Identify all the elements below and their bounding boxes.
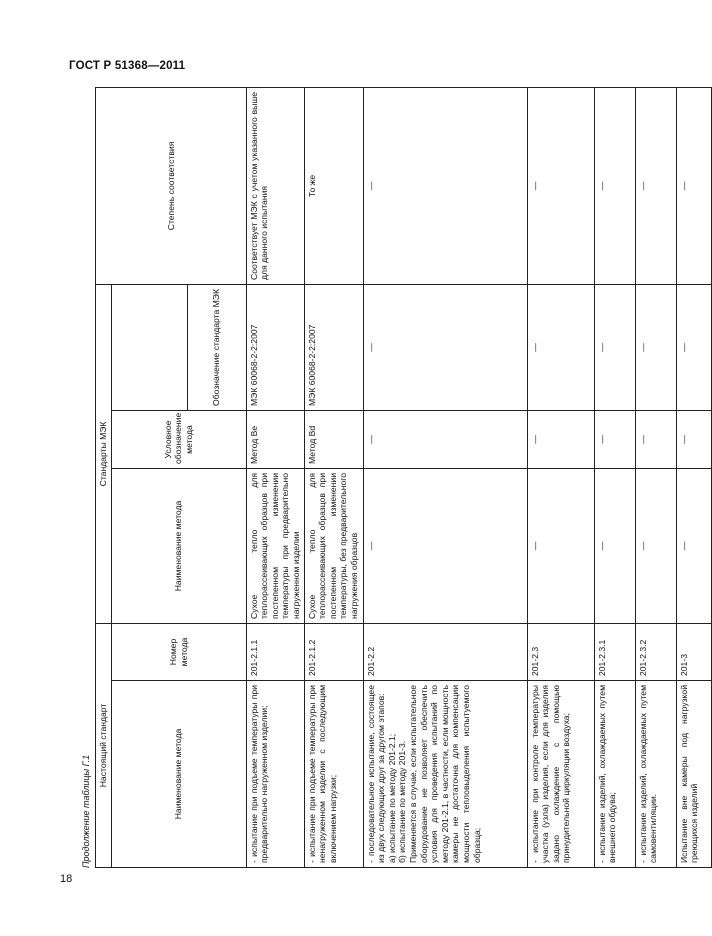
designation-cell: — <box>527 410 594 468</box>
table-row <box>527 87 594 867</box>
conformity-cell: — <box>635 87 676 284</box>
method-number-cell: 201-2.3.1 <box>594 623 635 680</box>
table-row <box>304 87 363 867</box>
iec-standard-cell: — <box>527 284 594 410</box>
method-number-cell: 201-2.3 <box>527 623 594 680</box>
document-header: ГОСТ Р 51368—2011 <box>69 60 186 72</box>
iec-standard-cell: — <box>676 284 711 410</box>
comparison-table <box>95 87 712 868</box>
designation-cell: — <box>363 410 527 468</box>
method-name-cell: - испытание изделий, охлаждаемых путем внешнего обдува; <box>594 681 635 868</box>
rotated-table-area <box>81 88 700 868</box>
conformity-cell: Соответствует МЭК с учетом указанного выше для данного испытания <box>246 87 304 284</box>
method-number-cell: 201-2.1.2 <box>304 623 363 680</box>
iec-standard-cell: МЭК 60068-2-2:2007 <box>304 284 363 410</box>
header-method-number: Номер метода <box>111 623 246 680</box>
iec-method-name-cell: Сухое тепло для теплорассеивающих образцов при постепенном изменении температуры при предварительно нагруженном изделии <box>246 468 304 623</box>
designation-cell: — <box>594 410 635 468</box>
table-row <box>594 87 635 867</box>
conformity-cell: — <box>363 87 527 284</box>
designation-cell: — <box>676 410 711 468</box>
designation-cell: Метод Bd <box>304 410 363 468</box>
method-name-cell: - последовательное испытание, состоящее из двух следующих друг за другом этапов: а) испытание по методу 201-2.1; б) испытание по методу 201-3. Применяется в случае, если испытательное оборудование не позволяет обеспечить условия для проведения испытаний по методу 201-2.1, в частности, если мощность камеры не достаточна для компенсации мощности тепловыделения испытуемого образца; <box>363 681 527 868</box>
header-national-standard: Настоящий стандарт <box>96 623 112 867</box>
iec-method-name-cell: — <box>363 468 527 623</box>
method-number-cell: 201-3 <box>676 623 711 680</box>
iec-standard-cell: — <box>363 284 527 410</box>
conformity-cell: — <box>676 87 711 284</box>
table-continuation-label: Продолжение таблицы Г.1 <box>81 754 91 868</box>
iec-standard-cell: МЭК 60068-2-2:2007 <box>246 284 304 410</box>
method-name-cell: - испытание изделий, охлаждаемых путем самовентиляции. <box>635 681 676 868</box>
iec-method-name-cell: — <box>676 468 711 623</box>
iec-standard-cell: — <box>594 284 635 410</box>
header-iec-standard-spacer <box>111 284 187 410</box>
table-row <box>676 87 711 867</box>
header-method-name: Наименование метода <box>111 681 246 868</box>
conformity-cell: — <box>527 87 594 284</box>
table-row <box>635 87 676 867</box>
method-name-cell: - испытание при контроле температуры участка (узла) изделия, если для изделия задано охлаждение с помощью принудительной циркуляции воздуха; <box>527 681 594 868</box>
method-name-cell: - испытание при подъеме температуры при предварительно нагруженном изделии; <box>246 681 304 868</box>
header-conformity-degree: Степень соответствия <box>96 87 247 284</box>
table-row <box>363 87 527 867</box>
iec-method-name-cell: — <box>594 468 635 623</box>
iec-standard-cell: — <box>635 284 676 410</box>
iec-method-name-cell: — <box>635 468 676 623</box>
method-name-cell: Испытание вне камеры под нагрузкой греющихся изделий <box>676 681 711 868</box>
header-iec-method-name: Наименование метода <box>111 468 246 623</box>
method-number-cell: 201-2.3.2 <box>635 623 676 680</box>
conformity-cell: — <box>594 87 635 284</box>
table-row <box>246 87 304 867</box>
iec-method-name-cell: — <box>527 468 594 623</box>
method-number-cell: 201-2.1.1 <box>246 623 304 680</box>
header-iec-standards: Стандарты МЭК <box>96 284 112 623</box>
method-number-cell: 201-2.2 <box>363 623 527 680</box>
header-iec-standard-designation: Обозначение стандарта МЭК <box>187 284 246 410</box>
page-number: 18 <box>60 873 73 885</box>
iec-method-name-cell: Сухое тепло для теплорассеивающих образцов при постепенном изменении температуры, без предварительного нагружения образцов <box>304 468 363 623</box>
method-name-cell: - испытание при подъеме температуры при ненагруженном изделии с последующим включением нагрузки; <box>304 681 363 868</box>
designation-cell: Метод Be <box>246 410 304 468</box>
designation-cell: — <box>635 410 676 468</box>
conformity-cell: То же <box>304 87 363 284</box>
header-conditional-designation: Условное обозначение метода <box>111 410 246 468</box>
